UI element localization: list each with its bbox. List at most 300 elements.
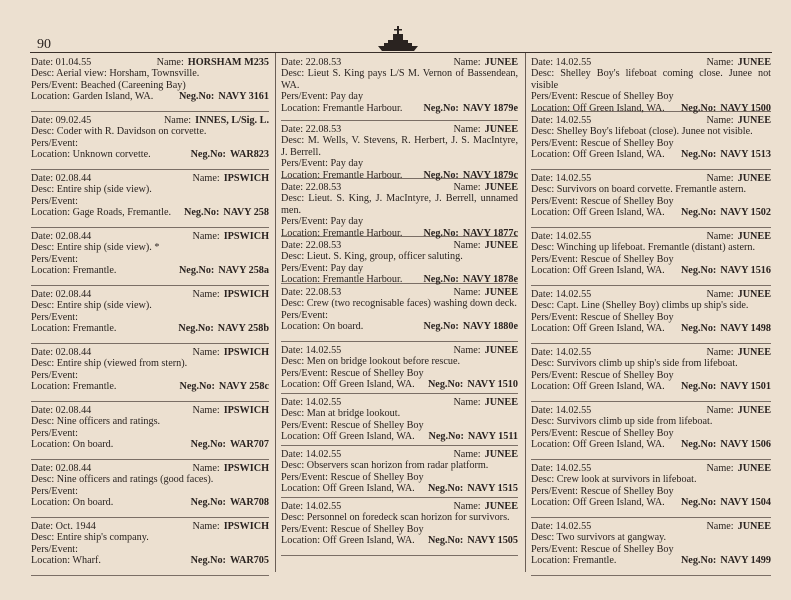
catalogue-entry [31,170,269,228]
entry-neg-label: Neg.No: [427,379,464,391]
entry-pers-event: Pers/Event: Rescue of Shelley Boy [531,369,674,381]
entry-name: JUNEE [737,173,771,184]
entry-neg-number: WAR707 [229,439,269,451]
entry-name: JUNEE [484,345,518,356]
entry-name: JUNEE [484,501,518,512]
entry-pers-event: Pers/Event: Rescue of Shelley Boy [281,419,424,431]
entry-pers-event: Pers/Event: [31,311,78,323]
entry-name: JUNEE [737,115,771,126]
entry-neg-group [191,555,269,566]
entry-name-label: Name: [192,289,220,300]
entry-name-label: Name: [706,57,734,68]
entry-location: Location: Off Green Island, WA. [281,483,415,495]
entry-desc: Desc: Entire ship (viewed from stern). [31,358,188,370]
page-number: 90 [37,37,51,52]
entry-pers-event: Pers/Event: Rescue of Shelley Boy [531,253,674,265]
entry-pers-event: Pers/Event: [31,195,78,207]
entry-name: HORSHAM M235 [187,57,269,68]
entry-neg-label: Neg.No: [190,439,226,451]
catalogue-entry [281,237,518,284]
entry-date: Date: 14.02.55 [281,397,342,408]
entry-neg-number: NAVY 1879e [462,102,518,114]
entry-name-group [193,405,269,416]
entry-location: Location: Off Green Island, WA. [531,102,665,114]
entry-neg-label: Neg.No: [179,381,215,393]
entry-location: Location: Off Green Island, WA. [281,535,415,547]
entry-date: Date: 01.04.55 [31,57,92,68]
entry-name: IPSWICH [223,347,269,358]
entry-neg-number: WAR708 [229,497,269,509]
entry-location: Location: Off Green Island, WA. [531,497,665,509]
entry-name-group [706,347,771,358]
entry-neg-number: NAVY 258b [217,323,269,335]
entry-location: Location: Off Green Island, WA. [531,207,665,219]
entry-date: Date: 02.08.44 [31,347,92,358]
entry-pers-event: Pers/Event: [31,137,78,149]
entry-neg-number: NAVY 1501 [720,381,771,393]
entry-name: IPSWICH [223,521,269,532]
entry-date: Date: 22.08.53 [281,240,342,251]
entry-desc: Desc: Lieut. S. King, group, officer saluting. [281,251,463,263]
catalogue-entry [31,112,269,170]
entry-name-label: Name: [706,173,734,184]
entry-desc: Desc: Entire ship's company. [31,532,149,544]
entry-name-label: Name: [706,347,734,358]
entry-name-group [157,57,269,68]
entry-date: Date: 14.02.55 [281,345,342,356]
entry-neg-label: Neg.No: [423,102,459,114]
entry-neg-label: Neg.No: [190,149,226,161]
entry-pers-event: Pers/Event: Rescue of Shelley Boy [531,137,674,149]
entry-pers-event: Pers/Event: Rescue of Shelley Boy [531,543,674,555]
entry-neg-group [184,207,269,218]
entry-name-group [193,173,269,184]
catalogue-entry [531,54,771,112]
entry-date: Date: 14.02.55 [531,115,592,126]
entry-name: IPSWICH [223,173,269,184]
entry-name-group [193,463,269,474]
entry-neg-group [179,265,269,276]
entry-name-label: Name: [453,287,481,298]
entry-location: Location: Off Green Island, WA. [531,439,665,451]
catalogue-entry [531,460,771,518]
entry-name: IPSWICH [223,463,269,474]
entry-neg-number: NAVY 1502 [720,207,771,219]
entry-name-label: Name: [453,182,481,193]
catalogue-entry [281,394,518,446]
entry-date: Date: 14.02.55 [531,405,592,416]
entry-neg-label: Neg.No: [178,265,215,277]
entry-neg-number: NAVY 3161 [218,91,269,103]
entry-neg-number: NAVY 1877c [462,227,518,239]
entry-desc: Desc: Aerial view: Horsham, Townsville. [31,68,200,80]
entry-location: Location: Fremantle. [31,265,117,277]
entry-neg-number: NAVY 1506 [720,439,771,451]
entry-neg-label: Neg.No: [680,149,717,161]
entry-neg-group [681,265,771,276]
entry-pers-event: Pers/Event: Rescue of Shelley Boy [531,311,674,323]
entry-name-group [193,347,269,358]
entry-neg-label: Neg.No: [427,535,464,547]
entry-name-label: Name: [453,501,481,512]
entry-name: IPSWICH [223,231,269,242]
entry-date: Date: 02.08.44 [31,231,92,242]
catalogue-entry [31,344,269,402]
entry-date: Date: 22.08.53 [281,287,342,298]
entry-name: JUNEE [737,347,771,358]
entry-name-label: Name: [706,463,734,474]
entry-date: Date: Oct. 1944 [31,521,96,532]
entry-neg-group [191,497,269,508]
entry-name: JUNEE [737,231,771,242]
entry-name-label: Name: [192,347,220,358]
entry-pers-event: Pers/Event: Rescue of Shelley Boy [281,523,424,535]
entry-desc: Desc: Lieut S. King pays L/S M. Vernon of Bassendean, WA. [281,68,518,91]
entry-desc: Desc: Entire ship (side view). [31,300,152,312]
entry-neg-group [178,323,269,334]
entry-location: Location: Off Green Island, WA. [531,149,665,161]
entry-desc: Desc: Nine officers and ratings (good faces). [31,474,214,486]
entry-pers-event: Pers/Event: [31,253,78,265]
catalogue-entry [281,54,518,121]
ship-silhouette-icon [376,22,420,52]
entry-neg-label: Neg.No: [680,265,717,277]
entry-neg-number: NAVY 1515 [467,483,518,495]
entry-desc: Desc: Entire ship (side view). * [31,242,160,254]
entry-date: Date: 14.02.55 [531,521,592,532]
entry-desc: Desc: M. Wells, V. Stevens, R. Herbert, J. S. MacIntyre, J. Berrell. [281,135,518,158]
entry-name-group [706,115,771,126]
column-divider [525,53,526,572]
entry-neg-label: Neg.No: [680,207,717,219]
entry-neg-number: NAVY 258c [218,381,269,393]
catalogue-entry [31,228,269,286]
entry-neg-group [179,91,269,102]
entry-desc: Desc: Coder with R. Davidson on corvette. [31,126,207,138]
entry-neg-number: NAVY 1500 [720,102,771,114]
entry-desc: Desc: Personnel on foredeck scan horizon for survivors. [281,512,510,524]
entry-neg-number: NAVY 1511 [467,431,518,443]
entry-location: Location: Off Green Island, WA. [531,265,665,277]
entry-desc: Desc: Survivors climb up ship's side from lifeboat. [531,358,738,370]
entry-name-label: Name: [192,521,220,532]
entry-name-group [453,397,518,408]
entry-name-group [453,57,518,68]
entry-desc: Desc: Capt. Line (Shelley Boy) climbs up ship's side. [531,300,749,312]
entry-name-label: Name: [192,231,220,242]
entry-location: Location: Unknown corvette. [31,149,151,161]
entry-pers-event: Pers/Event: [31,427,78,439]
entry-name-group [706,463,771,474]
catalogue-entry [281,284,518,342]
entry-neg-number: NAVY 1510 [467,379,518,391]
entry-neg-number: NAVY 1880e [462,321,518,333]
entry-name-group [453,287,518,298]
entry-neg-number: NAVY 1504 [720,497,771,509]
catalogue-entry [531,228,771,286]
entry-desc: Desc: Winching up lifeboat. Fremantle (distant) astern. [531,242,756,254]
entry-neg-group [180,381,269,392]
entry-neg-label: Neg.No: [190,555,226,567]
entry-neg-label: Neg.No: [178,91,215,103]
entry-date: Date: 02.08.44 [31,289,92,300]
entry-name: JUNEE [484,182,518,193]
catalogue-entry [281,121,518,179]
catalogue-entry [31,518,269,576]
entry-name: IPSWICH [223,405,269,416]
entry-neg-label: Neg.No: [680,381,717,393]
entry-pers-event: Pers/Event: Pay day [281,216,364,228]
entry-location: Location: Off Green Island, WA. [281,431,415,443]
entry-name: JUNEE [737,289,771,300]
entry-date: Date: 14.02.55 [281,449,342,460]
entry-name-label: Name: [706,521,734,532]
entry-neg-group [681,149,771,160]
entry-neg-label: Neg.No: [423,274,459,286]
entry-location: Location: On board. [31,439,114,451]
entry-name-label: Name: [192,173,220,184]
entry-location: Location: Garden Island, WA. [31,91,154,103]
entry-neg-number: NAVY 1498 [720,323,771,335]
entry-neg-label: Neg.No: [423,169,459,181]
entry-desc: Desc: Survivors climb up side from lifeboat. [531,416,713,428]
entry-date: Date: 22.08.53 [281,124,342,135]
entry-pers-event: Pers/Event: [281,309,328,321]
entry-neg-number: WAR705 [229,555,269,567]
entry-name-group [453,240,518,251]
entry-name-group [706,173,771,184]
entry-pers-event: Pers/Event: Rescue of Shelley Boy [531,91,674,103]
entry-neg-group [681,323,771,334]
entry-desc: Desc: Shelley Boy's lifeboat coming close. Junee not visible [531,68,771,91]
entry-pers-event: Pers/Event: Rescue of Shelley Boy [531,195,674,207]
entry-name-label: Name: [706,289,734,300]
entry-date: Date: 14.02.55 [531,173,592,184]
entry-neg-label: Neg.No: [190,497,226,509]
entry-desc: Desc: Lieut. S. King, J. MacIntyre, J. Berrell, unnamed men. [281,193,518,216]
entry-neg-group [429,431,518,442]
entry-name-label: Name: [706,115,734,126]
entry-name-group [706,521,771,532]
entry-name: IPSWICH [223,289,269,300]
catalogue-column-2 [281,54,518,556]
entry-desc: Desc: Observers scan horizon from radar platform. [281,460,489,472]
catalogue-entry [531,344,771,402]
entry-location: Location: On board. [281,321,364,333]
entry-neg-label: Neg.No: [680,497,717,509]
entry-pers-event: Pers/Event: Rescue of Shelley Boy [531,485,674,497]
catalogue-entry [531,170,771,228]
entry-neg-group [428,535,518,546]
column-divider [275,53,276,572]
entry-pers-event: Pers/Event: [31,369,78,381]
entry-name: JUNEE [484,240,518,251]
entry-location: Location: Fremantle. [31,381,117,393]
entry-name-group [453,124,518,135]
entry-name: JUNEE [484,124,518,135]
entry-name-group [706,289,771,300]
entry-name: JUNEE [484,287,518,298]
entry-name-label: Name: [453,124,481,135]
entry-date: Date: 14.02.55 [531,231,592,242]
entry-name-group [453,449,518,460]
entry-date: Date: 14.02.55 [531,463,592,474]
entry-neg-group [681,381,771,392]
entry-location: Location: Gage Roads, Fremantle. [31,207,172,219]
entry-name-label: Name: [453,57,481,68]
entry-desc: Desc: Survivors on board corvette. Fremantle astern. [531,184,747,196]
entry-neg-number: NAVY 1879c [462,169,518,181]
entry-neg-group [681,439,771,450]
entry-neg-label: Neg.No: [428,431,464,443]
entry-name: JUNEE [484,449,518,460]
entry-name: INNES, L/Sig. L. [195,115,269,126]
catalogue-entry [31,286,269,344]
entry-name-label: Name: [453,240,481,251]
entry-date: Date: 02.08.44 [31,173,92,184]
entry-neg-group [681,207,771,218]
entry-neg-number: NAVY 1505 [467,535,518,547]
entry-neg-label: Neg.No: [423,227,459,239]
entry-date: Date: 02.08.44 [31,405,92,416]
entry-neg-number: NAVY 258a [218,265,269,277]
entry-date: Date: 09.02.45 [31,115,92,126]
entry-name-group [193,289,269,300]
entry-date: Date: 14.02.55 [531,347,592,358]
entry-name-label: Name: [192,463,220,474]
entry-name: JUNEE [737,521,771,532]
entry-pers-event: Pers/Event: Rescue of Shelley Boy [531,427,674,439]
entry-location: Location: Off Green Island, WA. [531,323,665,335]
catalogue-entry [281,498,518,556]
entry-neg-number: NAVY 1878e [462,274,518,286]
entry-neg-group [428,483,518,494]
entry-neg-label: Neg.No: [680,323,717,335]
entry-pers-event: Pers/Event: Beached (Careening Bay) [31,79,186,91]
entry-location: Location: Wharf. [31,555,101,567]
entry-neg-group [423,103,518,114]
entry-location: Location: Fremantle Harbour. [281,274,403,286]
header-rule [30,52,772,53]
catalogue-column-1 [31,54,269,576]
entry-location: Location: Fremantle Harbour. [281,227,403,239]
entry-pers-event: Pers/Event: Rescue of Shelley Boy [281,367,424,379]
entry-name-group [706,231,771,242]
entry-desc: Desc: Entire ship (side view). [31,184,152,196]
entry-location: Location: Fremantle Harbour. [281,102,403,114]
entry-neg-group [191,439,269,450]
entry-name: JUNEE [737,463,771,474]
entry-desc: Desc: Two survivors at gangway. [531,532,667,544]
entry-location: Location: On board. [31,497,114,509]
catalogue-entry [531,402,771,460]
entry-neg-number: NAVY 258 [223,207,269,219]
entry-neg-group [681,555,771,566]
entry-name: JUNEE [737,405,771,416]
entry-name: JUNEE [737,57,771,68]
catalogue-entry [281,446,518,498]
entry-neg-number: NAVY 1516 [720,265,771,277]
entry-neg-number: NAVY 1513 [720,149,771,161]
entry-neg-number: WAR823 [229,149,269,161]
entry-name-label: Name: [453,397,481,408]
entry-pers-event: Pers/Event: [31,543,78,555]
entry-date: Date: 22.08.53 [281,57,342,68]
entry-pers-event: Pers/Event: Pay day [281,262,364,274]
entry-name: JUNEE [484,57,518,68]
entry-desc: Desc: Man at bridge lookout. [281,408,401,420]
entry-name-group [453,182,518,193]
entry-name-label: Name: [453,345,481,356]
entry-neg-group [423,321,518,332]
entry-date: Date: 14.02.55 [531,57,592,68]
entry-name-label: Name: [156,57,184,68]
entry-date: Date: 14.02.55 [531,289,592,300]
entry-neg-group [681,497,771,508]
entry-name-label: Name: [192,405,220,416]
entry-name-label: Name: [453,449,481,460]
entry-neg-group [428,379,518,390]
catalogue-entry [281,342,518,394]
entry-name-label: Name: [706,231,734,242]
entry-location: Location: Fremantle. [531,555,617,567]
catalogue-entry [531,518,771,576]
entry-name-group [193,231,269,242]
entry-name-group [453,345,518,356]
entry-neg-group [191,149,269,160]
entry-name-group [164,115,269,126]
catalogue-entry [531,286,771,344]
entry-desc: Desc: Crew look at survivors in lifeboat. [531,474,697,486]
entry-pers-event: Pers/Event: Pay day [281,158,364,170]
catalogue-entry [31,460,269,518]
entry-desc: Desc: Nine officers and ratings. [31,416,161,428]
entry-name-group [706,405,771,416]
catalogue-entry [281,179,518,237]
catalogue-entry [31,54,269,112]
entry-name: JUNEE [484,397,518,408]
entry-desc: Desc: Men on bridge lookout before rescue. [281,356,461,368]
entry-pers-event: Pers/Event: [31,485,78,497]
entry-date: Date: 02.08.44 [31,463,92,474]
entry-neg-label: Neg.No: [680,555,717,567]
entry-pers-event: Pers/Event: Pay day [281,91,364,103]
catalogue-entry [31,402,269,460]
entry-date: Date: 22.08.53 [281,182,342,193]
entry-name-label: Name: [706,405,734,416]
catalogue-entry [531,112,771,170]
entry-location: Location: Off Green Island, WA. [281,379,415,391]
entry-name-group [453,501,518,512]
entry-name-group [193,521,269,532]
entry-location: Location: Fremantle Harbour. [281,169,403,181]
entry-neg-label: Neg.No: [680,102,717,114]
entry-location: Location: Fremantle. [31,323,117,335]
entry-name-label: Name: [163,115,192,126]
entry-pers-event: Pers/Event: Rescue of Shelley Boy [281,471,424,483]
entry-desc: Desc: Crew (two recognisable faces) washing down deck. [281,298,517,310]
entry-neg-label: Neg.No: [423,321,459,333]
entry-neg-number: NAVY 1499 [720,555,771,567]
entry-neg-label: Neg.No: [427,483,464,495]
entry-date: Date: 14.02.55 [281,501,342,512]
entry-desc: Desc: Shelley Boy's lifeboat (close). Junee not visible. [531,126,753,138]
entry-location: Location: Off Green Island, WA. [531,381,665,393]
entry-neg-label: Neg.No: [184,207,220,219]
catalogue-column-3 [531,54,771,576]
entry-neg-label: Neg.No: [680,439,717,451]
entry-name-group [706,57,771,68]
